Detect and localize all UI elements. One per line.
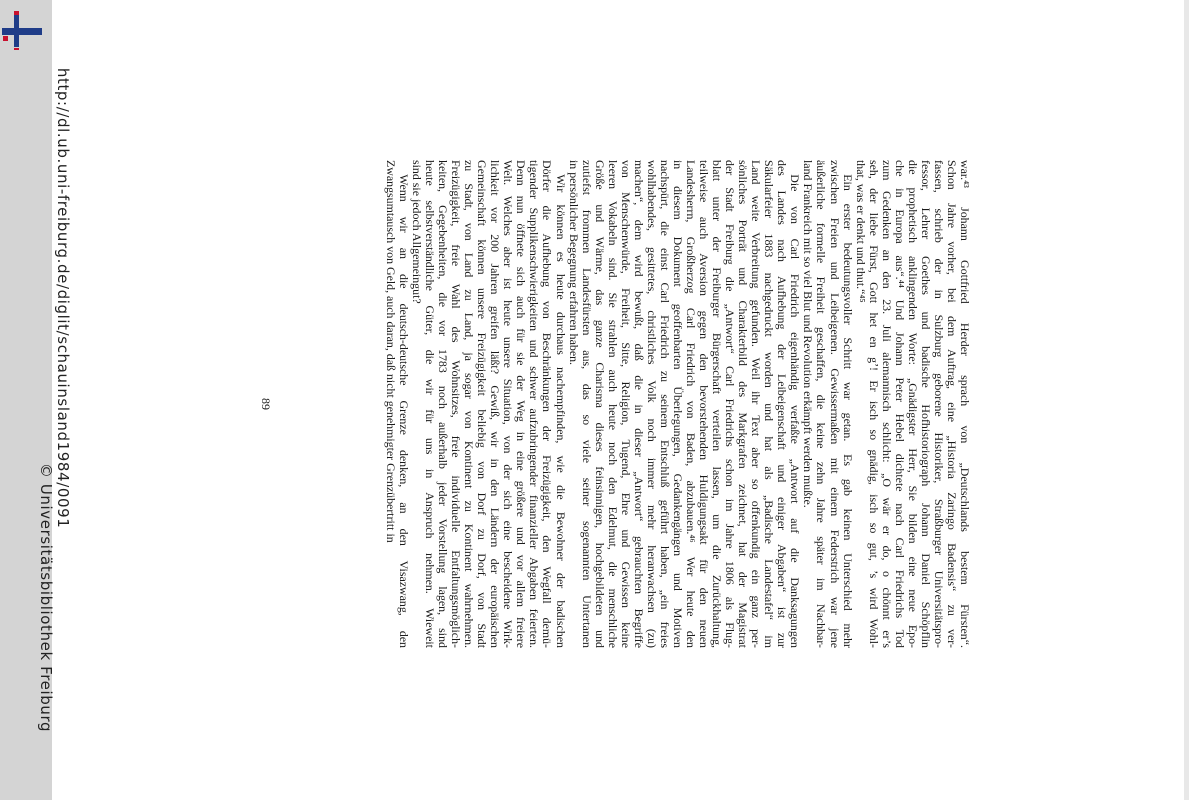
university-logo-icon — [2, 10, 42, 50]
text-line: Landesherrn, Großherzog Carl Friedrich von Baden, abzubauen.⁴⁶ Wer heute den — [684, 160, 699, 648]
copyright-notice: © Universitätsbibliothek Freiburg — [37, 462, 55, 733]
logo-red-top — [14, 11, 19, 15]
text-line: Dörfer die Aufhebung von Beschränkungen der Freizügigkeit, den Wegfall demü- — [540, 160, 555, 648]
text-line: des Landes nach Aufhebung der Leibeigenschaft und einiger Abgaben“ ist zur — [775, 160, 790, 648]
text-line: teilweise auch Aversion gegen den bevorstehenden Huldigungsakt für den neuen — [697, 160, 712, 648]
text-line: war.⁴³ Johann Gottfried Herder sprach von „Deutschlands bestem Fürsten“. — [958, 160, 972, 648]
text-line: Ein erster bedeutungsvoller Schritt war getan. Es gab keinen Unterschied mehr — [840, 174, 855, 648]
text-line: nachspürt, die einst Carl Friedrich zu seinem Entschluß geführt haben, „ein freies — [657, 160, 672, 648]
text-line: zu Stadt, von Land zu Land, ja sogar von Kontinent zu Kontinent wahrnehmen. — [462, 160, 477, 648]
text-line: Wir können es heute durchaus nachempfinden, wie die Bewohner der badischen — [553, 174, 568, 648]
text-line: sind sie jedoch Allgemeingut? — [410, 160, 425, 304]
text-line: machen“, dem wird bewußt, daß die in dieser „Antwort“ gebrauchten Begriffe — [631, 160, 646, 648]
book-page — [249, 160, 971, 648]
text-line: zum Gedenken an den 23. Juli alemannisch schlicht: „O wär er do, o chönnt er’s — [879, 160, 894, 648]
text-line: Denn nun öffnete sich auch für sie der Weg in eine größere und vor allem freiere — [514, 160, 529, 648]
text-line: in persönlicher Begegnung erfahren haben. — [566, 160, 581, 366]
text-line: Wenn wir an die deutsch-deutsche Grenze denken, an den Visazwang, den — [396, 174, 411, 648]
text-line: heute selbstverständliche Güter, die wir für uns in Anspruch nehmen. Wieweit — [423, 160, 438, 648]
sidebar-text — [37, 68, 71, 732]
text-line: zutiefst frommen Landesfürsten aus, das so viele seiner sogenannten Untertanen — [579, 160, 594, 648]
text-line: Zwangsumtausch von Geld, auch daran, daß nicht genehmigter Grenzübertritt in — [383, 160, 398, 543]
logo-red-left — [3, 36, 8, 41]
text-line: von Menschenwürde, Freiheit, Sitte, Religion, Tugend, Ehre und Gewissen keine — [618, 160, 633, 648]
text-line: die prophetisch anklingenden Worte: „Gnädigster Herr, Sie bilden eine neue Epo- — [905, 160, 920, 648]
page-number: 89 — [259, 398, 274, 410]
text-line: Größe und Wärme, das ganze Charisma dieses feinsinnigen, hochgebildeten und — [592, 160, 607, 648]
text-line: in diesem Dokument geoffenbarten Überlegungen, Gedankengängen und Motiven — [670, 160, 685, 648]
logo-blue-stem — [14, 15, 19, 47]
logo-blue-bar — [2, 28, 42, 35]
text-line: lichkeit vor 200 Jahren greifen läßt? Gewiß, wir in den Ländern der europäischen — [488, 160, 503, 648]
text-line: blatt unter der Freiburger Bürgerschaft verteilen lassen, um die Zurückhaltung, — [710, 160, 725, 648]
text-line: fessor, Lehrer Goethes und badische Hofhistoriograph Johann Daniel Schöpflin — [918, 160, 933, 648]
text-line: Säkularfeier 1883 nachgedruckt worden und hat als „Badische Landestafel“ im — [762, 160, 777, 648]
text-line: Gemeinschaft können unsere Freizügigkeit beliebig von Dorf zu Dorf, von Stadt — [475, 160, 490, 648]
text-line: wohlhabendes, gesittetes, christliches Volk noch immer mehr heranwachsen (zu) — [644, 160, 659, 648]
text-line: Die von Carl Friedrich eigenhändig verfaßte „Antwort auf die Danksagungen — [788, 174, 803, 648]
text-line: fassen, schrieb der in Sulzburg geborene Historiker, Straßburger Universitätspro- — [931, 160, 946, 648]
text-line: Land weite Verbreitung gefunden. Weil ihr Text aber so offenkundig ein ganz per- — [749, 160, 764, 648]
text-line: land Frankreich mit so viel Blut und Revolution erkämpft werden mußte. — [801, 160, 816, 508]
source-url[interactable]: http://dl.ub.uni-freiburg.de/diglit/schauinsland1984/0091 — [54, 67, 72, 529]
text-line: Schon Jahre vorher, bei dem Auftrag, eine „Historia Zaringo Badensis“ zu ver- — [944, 160, 959, 648]
text-line: che in Europa aus“.⁴⁴ Und Johann Peter Hebel dichtete nach Carl Friedrichs Tod — [892, 160, 907, 648]
text-line: tigender Supplikenschwierigkeiten und schwer aufzubringender finanzieller Abgaben feierten. — [527, 160, 542, 648]
text-line: keiten, Gegebenheiten, die vor 1783 noch außerhalb jeder Vorstellung lagen, sind — [436, 160, 451, 648]
text-line: der Stadt Freiburg die „Antwort“ Carl Friedrichs schon im Jahre 1806 als Flug- — [723, 160, 738, 648]
text-line: seh, der liebe Fürst, Gott het en gʼ! Er isch so gnädig, isch so gut, ’s wird Wohl- — [866, 160, 881, 648]
page-body — [384, 160, 971, 648]
text-line: äußerliche formelle Freiheit geschaffen, die keine zehn Jahre später im Nachbar- — [814, 160, 829, 648]
logo-red-bottom — [14, 48, 19, 50]
text-line: leeren Vokabeln sind. Sie strahlen auch heute noch den Edelmut, die menschliche — [605, 160, 620, 648]
text-line: that, was er denkt und thut.“⁴⁵ — [853, 160, 868, 303]
text-line: Freizügigkeit, freie Wahl des Wohnsitzes, freie individuelle Entfaltungsmöglich- — [449, 160, 464, 648]
text-line: sönliches Porträt und Charakterbild des Markgrafen zeichnet, hat der Magistrat — [736, 160, 751, 648]
text-line: Welt. Welches aber ist heute unsere Situation, von der sich eine bescheidene Wirk- — [501, 160, 516, 648]
scrollbar-track[interactable] — [1184, 0, 1189, 800]
text-line: zwischen Freien und Leibeigenen. Gewissermaßen mit einem Federstrich war jene — [827, 160, 842, 648]
